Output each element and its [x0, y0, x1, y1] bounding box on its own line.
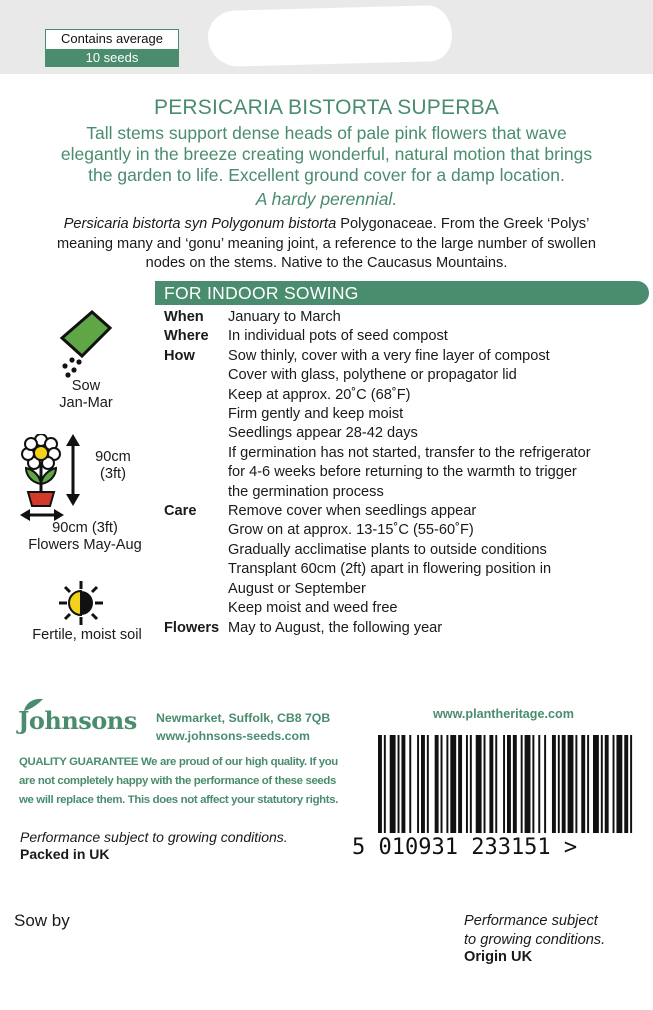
botanical-info [8, 215, 645, 274]
retailer-website[interactable]: www.plantheritage.com [433, 707, 574, 721]
instruction-row [164, 424, 650, 443]
instruction-row [164, 463, 650, 482]
packed-in: Packed in UK [20, 846, 110, 862]
instruction-text: Keep at approx. 20˚C (68˚F) [228, 386, 411, 403]
contains-label: Contains average [61, 31, 163, 46]
barcode-bar [605, 735, 609, 833]
instruction-text: Seedlings appear 28-42 days [228, 425, 418, 442]
barcode-bar [466, 735, 468, 833]
barcode-bar [552, 735, 556, 833]
barcode-bar [378, 735, 382, 833]
quality-heading: QUALITY GUARANTEE [19, 756, 139, 768]
instruction-text: If germination has not started, transfer to the refrigerator [228, 444, 591, 461]
instruction-text: Remove cover when seedlings appear [228, 503, 477, 520]
description-line: elegantly in the breeze creating wonderful, natural motion that brings [60, 144, 593, 164]
barcode-bar [484, 735, 486, 833]
quality-line: we will replace them. This does not affect your statutory rights. [19, 794, 339, 806]
instruction-row [164, 560, 650, 579]
barcode-bar [489, 735, 493, 833]
label-blank-area [207, 5, 452, 67]
quality-text: We are proud of our high quality. If you [138, 756, 338, 768]
height-value: 90cm [95, 449, 131, 465]
flowering-period: Flowers May-Aug [28, 537, 142, 553]
performance-line: to growing conditions. [464, 931, 606, 948]
description-line: Tall stems support dense heads of pale pink flowers that wave [86, 123, 567, 143]
botanical-line: nodes on the stems. Native to the Caucasus Mountains. [145, 255, 508, 271]
barcode-bar [568, 735, 574, 833]
barcode-digits: 5 010931 233151 > [352, 835, 578, 860]
instruction-text: Sow thinly, cover with a very fine layer of compost [228, 347, 550, 364]
instruction-label [164, 366, 228, 385]
instruction-text: In individual pots of seed compost [228, 328, 448, 345]
barcode-bar [417, 735, 419, 833]
instruction-text: the germination process [228, 483, 384, 500]
instruction-label [164, 444, 228, 463]
barcode-bar [384, 735, 386, 833]
instruction-row [164, 541, 650, 560]
instruction-label [164, 483, 228, 502]
barcode-bar [427, 735, 429, 833]
sowing-section-title: FOR INDOOR SOWING [155, 281, 649, 305]
brand-logo: Johnsons [18, 706, 137, 735]
quality-line [19, 753, 341, 772]
sow-label [40, 378, 132, 412]
instruction-label: When [164, 309, 204, 325]
botanical-family: Polygonaceae. From the Greek ‘Polys’ [336, 216, 590, 232]
instruction-row [164, 347, 650, 366]
barcode-bar [593, 735, 599, 833]
seed-count-badge [45, 29, 179, 67]
instruction-text: January to March [228, 309, 341, 325]
barcode-bar [624, 735, 628, 833]
barcode [378, 735, 636, 833]
instruction-label [164, 599, 228, 618]
instruction-text: Grow on at approx. 13-15˚C (55-60˚F) [228, 522, 474, 539]
barcode-bar [401, 735, 405, 833]
barcode-bar [435, 735, 439, 833]
instruction-text: Keep moist and weed free [228, 600, 398, 617]
sow-by-label: Sow by [14, 911, 70, 930]
soil-label: Fertile, moist soil [32, 627, 142, 643]
instruction-text: Cover with glass, polythene or propagator lid [228, 367, 517, 384]
instruction-label: Where [164, 328, 209, 345]
barcode-bar [525, 735, 531, 833]
instruction-label [164, 541, 228, 560]
instruction-text: Transplant 60cm (2ft) apart in flowering position in [228, 561, 552, 578]
instruction-label: Care [164, 503, 197, 520]
barcode-bar [495, 735, 497, 833]
barcode-bar [458, 735, 462, 833]
flower-height-icon [20, 434, 86, 524]
barcode-bar [513, 735, 517, 833]
instruction-label [164, 560, 228, 579]
instruction-row [164, 444, 650, 463]
instruction-row [164, 502, 650, 521]
hardy-note: A hardy perennial. [255, 189, 398, 209]
barcode-bar [538, 735, 540, 833]
instruction-text: Firm gently and keep moist [228, 406, 404, 423]
spread-label [18, 520, 152, 554]
barcode-bar [521, 735, 523, 833]
instruction-row [164, 386, 650, 405]
spread-value: 90cm (3ft) [52, 520, 118, 536]
barcode-bar [616, 735, 622, 833]
instruction-label: Flowers [164, 619, 220, 636]
instruction-label [164, 386, 228, 405]
sow-line: Sow [71, 378, 101, 394]
barcode-bar [398, 735, 400, 833]
instruction-label [164, 580, 228, 599]
brand-address: Newmarket, Suffolk, CB8 7QB [156, 711, 331, 725]
barcode-bar [587, 735, 589, 833]
product-description [10, 123, 643, 186]
quality-line: are not completely happy with the performance of these seeds [19, 775, 337, 787]
instruction-label: How [164, 347, 195, 364]
barcode-bar [450, 735, 456, 833]
quality-guarantee [19, 753, 341, 810]
botanical-line [8, 215, 645, 235]
barcode-bar [575, 735, 577, 833]
barcode-bar [421, 735, 425, 833]
instruction-row [164, 521, 650, 540]
performance-note-right [464, 912, 644, 949]
barcode-bar [470, 735, 472, 833]
instruction-label [164, 521, 228, 540]
instruction-label [164, 405, 228, 424]
barcode-bar [476, 735, 482, 833]
instruction-row [164, 308, 650, 327]
instruction-row [164, 580, 650, 599]
instruction-row [164, 327, 650, 346]
botanical-name: Persicaria bistorta syn Polygonum bistorta [63, 216, 337, 232]
barcode-bar [601, 735, 603, 833]
instruction-row [164, 405, 650, 424]
seed-packet-icon [52, 308, 116, 380]
barcode-bar [613, 735, 615, 833]
instruction-text: for 4-6 weeks before returning to the warmth to trigger [228, 464, 577, 481]
height-label [88, 449, 138, 483]
barcode-bar [532, 735, 534, 833]
brand-website[interactable]: www.johnsons-seeds.com [156, 729, 310, 743]
product-title: PERSICARIA BISTORTA SUPERBA [153, 96, 499, 119]
sow-months: Jan-Mar [59, 395, 113, 411]
instruction-label [164, 463, 228, 482]
height-imperial: (3ft) [100, 466, 126, 482]
instruction-text: Gradually acclimatise plants to outside conditions [228, 541, 547, 558]
barcode-bar [390, 735, 396, 833]
barcode-bar [630, 735, 632, 833]
instruction-text: May to August, the following year [228, 619, 443, 636]
description-line: the garden to life. Excellent ground cover for a damp location. [88, 165, 565, 185]
sun-shade-icon [58, 580, 104, 626]
origin-label: Origin UK [464, 949, 533, 965]
seed-count: 10 seeds [46, 49, 178, 67]
barcode-bar [503, 735, 505, 833]
barcode-bar [581, 735, 585, 833]
barcode-bar [558, 735, 560, 833]
instruction-row [164, 483, 650, 502]
performance-line: Performance subject [464, 913, 598, 929]
barcode-bar [507, 735, 511, 833]
barcode-bar [409, 735, 411, 833]
instruction-row [164, 599, 650, 618]
instruction-row [164, 366, 650, 385]
instruction-text: August or September [228, 580, 366, 597]
sowing-instructions [164, 308, 650, 638]
instruction-row [164, 619, 650, 638]
barcode-bar [441, 735, 443, 833]
instruction-label [164, 424, 228, 443]
barcode-bar [562, 735, 566, 833]
performance-note: Performance subject to growing conditions. [20, 829, 288, 845]
barcode-bar [446, 735, 448, 833]
botanical-line: meaning many and ‘gonu’ meaning joint, a reference to the large number of swollen [57, 235, 596, 252]
barcode-bar [544, 735, 546, 833]
